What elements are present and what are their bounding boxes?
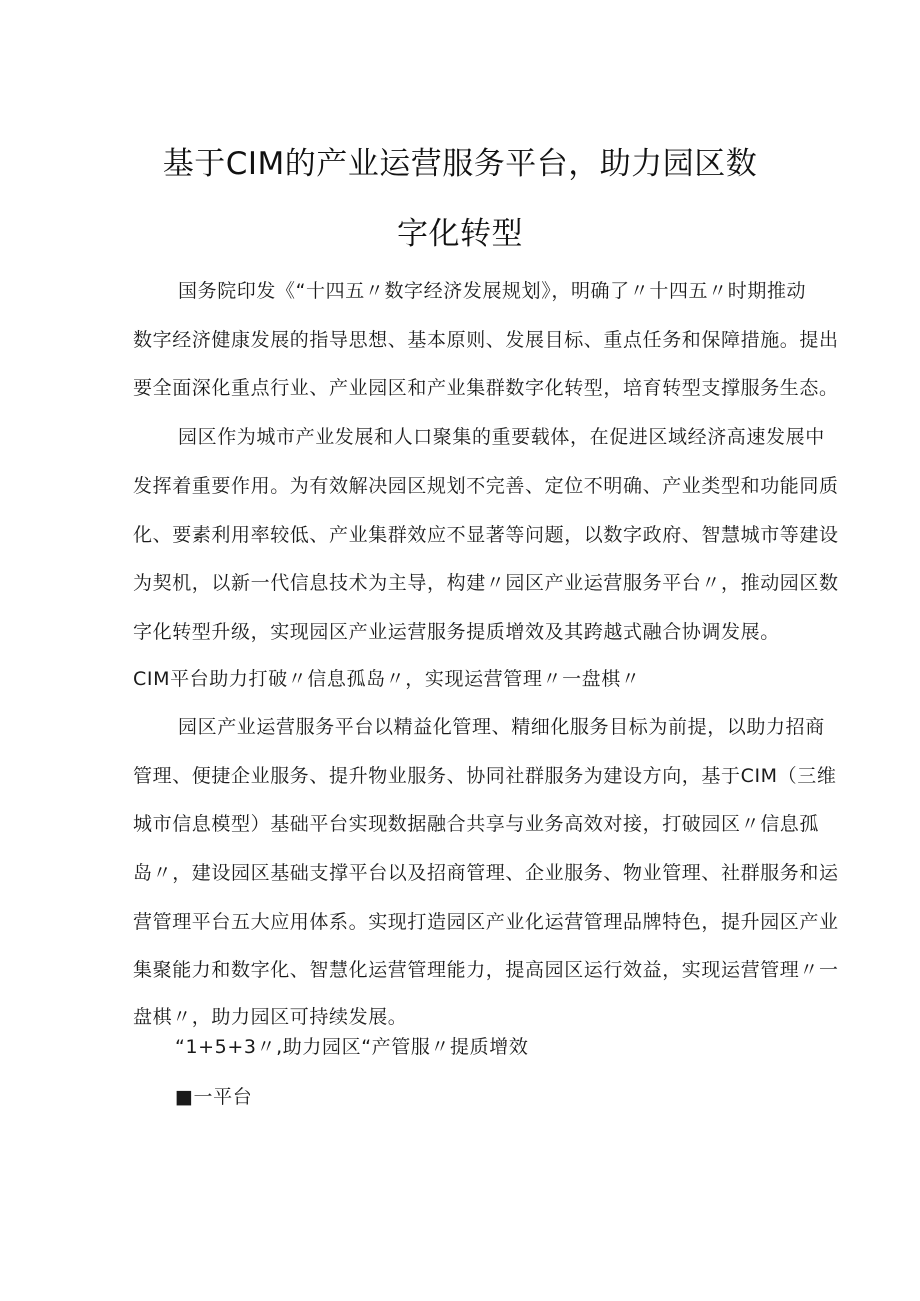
paragraph-3-line-6: 集聚能力和数字化、智慧化运营管理能力，提高园区运行效益，实现运营管理〃一 (133, 959, 839, 981)
paragraph-2-line-5: 字化转型升级，实现园区产业运营服务提质增效及其跨越式融合协调发展。 (133, 621, 780, 643)
paragraph-1-line-3: 要全面深化重点行业、产业园区和产业集群数字化转型，培育转型支撑服务生态。 (133, 377, 839, 399)
section-heading-1-5-3: “1+5+3〃,助力园区“产管服〃提质增效 (175, 1036, 529, 1058)
paragraph-3-line-4: 岛〃，建设园区基础支撑平台以及招商管理、企业服务、物业管理、社群服务和运 (133, 862, 839, 884)
paragraph-3-line-3: 城市信息模型）基础平台实现数据融合共享与业务高效对接，打破园区〃信息孤 (133, 813, 820, 835)
section-heading-one-platform: ■一平台 (175, 1086, 253, 1108)
paragraph-3-line-5: 营管理平台五大应用体系。实现打造园区产业化运营管理品牌特色，提升园区产业 (133, 911, 839, 933)
paragraph-2-line-1: 园区作为城市产业发展和人口聚集的重要载体，在促进区域经济高速发展中 (178, 426, 825, 448)
paragraph-3-line-1: 园区产业运营服务平台以精益化管理、精细化服务目标为前提，以助力招商 (178, 716, 825, 738)
document-title-line-2: 字化转型 (397, 216, 523, 252)
document-title-line-1: 基于CIM的产业运营服务平台，助力园区数 (162, 146, 758, 182)
paragraph-3-line-7: 盘棋〃，助力园区可持续发展。 (133, 1006, 408, 1028)
paragraph-1-line-1: 国务院印发《“十四五〃数字经济发展规划》，明确了〃十四五〃时期推动 (178, 280, 807, 302)
paragraph-2-line-4: 为契机，以新一代信息技术为主导，构建〃园区产业运营服务平台〃，推动园区数 (133, 572, 839, 594)
paragraph-2-line-3: 化、要素利用率较低、产业集群效应不显著等问题，以数字政府、智慧城市等建设 (133, 524, 839, 546)
paragraph-1-line-2: 数字经济健康发展的指导思想、基本原则、发展目标、重点任务和保障措施。提出 (133, 329, 839, 351)
paragraph-2-line-2: 发挥着重要作用。为有效解决园区规划不完善、定位不明确、产业类型和功能同质 (133, 475, 839, 497)
paragraph-3-line-2: 管理、便捷企业服务、提升物业服务、协同社群服务为建设方向，基于CIM（三维 (133, 765, 837, 787)
section-heading-cim-platform: CIM平台助力打破〃信息孤岛〃，实现运营管理〃一盘棋〃 (133, 668, 641, 690)
